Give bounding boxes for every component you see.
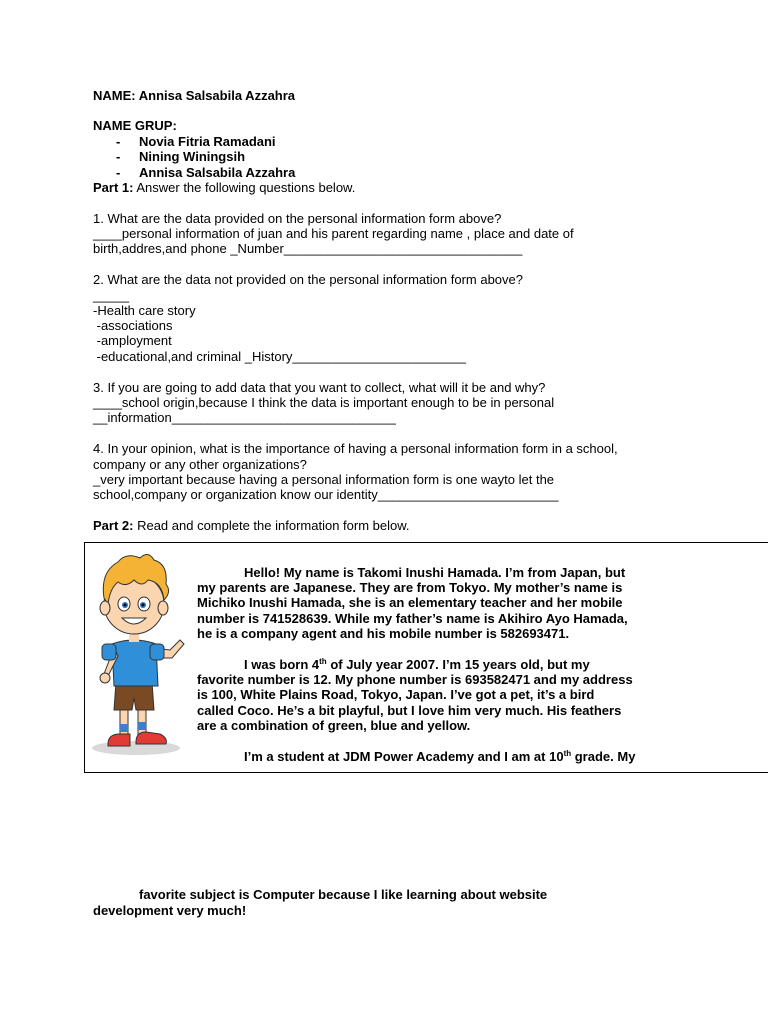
part1-heading [93, 180, 355, 195]
question-1: 1. What are the data provided on the personal information form above? [93, 211, 502, 226]
bullet-dash: - [116, 134, 121, 149]
group-member [116, 134, 120, 149]
question-3: 3. If you are going to add data that you want to collect, what will it be and why? [93, 380, 546, 395]
answer-1-line: ____personal information of juan and his parent regarding name , place and date of [93, 226, 574, 241]
part1-label: Part 1: [93, 180, 134, 195]
group-member-name: Annisa Salsabila Azzahra [139, 165, 296, 180]
story-line: favorite number is 12. My phone number is 693582471 and my address [197, 672, 633, 687]
story-line: Hello! My name is Takomi Inushi Hamada. I’m from Japan, but [244, 565, 626, 580]
cartoon-boy-illustration [90, 548, 190, 760]
group-member-name: Novia Fitria Ramadani [139, 134, 276, 149]
answer-2-line: -associations [93, 318, 173, 333]
answer-2-line: -amployment [93, 333, 172, 348]
question-4: 4. In your opinion, what is the importance of having a personal information form in a school, [93, 441, 618, 456]
story-line: are a combination of green, blue and yellow. [197, 718, 471, 733]
answer-2-line: _____ [93, 288, 130, 303]
story-line: I was born 4th of July year 2007. I’m 15 years old, but my [244, 657, 590, 672]
bullet-dash: - [116, 165, 121, 180]
bullet-dash: - [116, 149, 121, 164]
answer-2-line: -Health care story [93, 303, 196, 318]
story-line: he is a company agent and his mobile number is 582693471. [197, 626, 570, 641]
part2-label: Part 2: [93, 518, 134, 533]
continuation-line: favorite subject is Computer because I like learning about website [139, 887, 548, 902]
answer-4-line: school,company or organization know our identity_________________________ [93, 487, 559, 502]
part2-heading [93, 518, 410, 533]
story-line: is 100, White Plains Road, Tokyo, Japan. I’ve got a pet, it’s a bird [197, 687, 595, 702]
answer-4-line: _very important because having a personal information form is one wayto let the [93, 472, 555, 487]
group-member [116, 149, 120, 164]
story-line: my parents are Japanese. They are from Tokyo. My mother’s name is [197, 580, 623, 595]
answer-3-line: ____school origin,because I think the data is important enough to be in personal [93, 395, 555, 410]
story-line: called Coco. He’s a bit playful, but I love him very much. His feathers [197, 703, 622, 718]
story-line: number is 741528639. While my father’s name is Akihiro Ayo Hamada, [197, 611, 628, 626]
group-label: NAME GRUP: [93, 118, 177, 133]
part1-instruction: Answer the following questions below. [133, 180, 356, 195]
group-member-name: Nining Winingsih [139, 149, 246, 164]
answer-1-line: birth,addres,and phone _Number_________________________________ [93, 241, 523, 256]
group-member [116, 165, 120, 180]
part2-instruction: Read and complete the information form below. [133, 518, 410, 533]
answer-2-line: -educational,and criminal _History________________________ [93, 349, 466, 364]
answer-3-line: __information_______________________________ [93, 410, 396, 425]
continuation-line: development very much! [93, 903, 247, 918]
question-2: 2. What are the data not provided on the personal information form above? [93, 272, 523, 287]
story-line: Michiko Inushi Hamada, she is an elementary teacher and her mobile [197, 595, 623, 610]
story-line: I’m a student at JDM Power Academy and I am at 10th grade. My [244, 749, 636, 764]
student-name: NAME: Annisa Salsabila Azzahra [93, 88, 296, 103]
question-4: company or any other organizations? [93, 457, 307, 472]
